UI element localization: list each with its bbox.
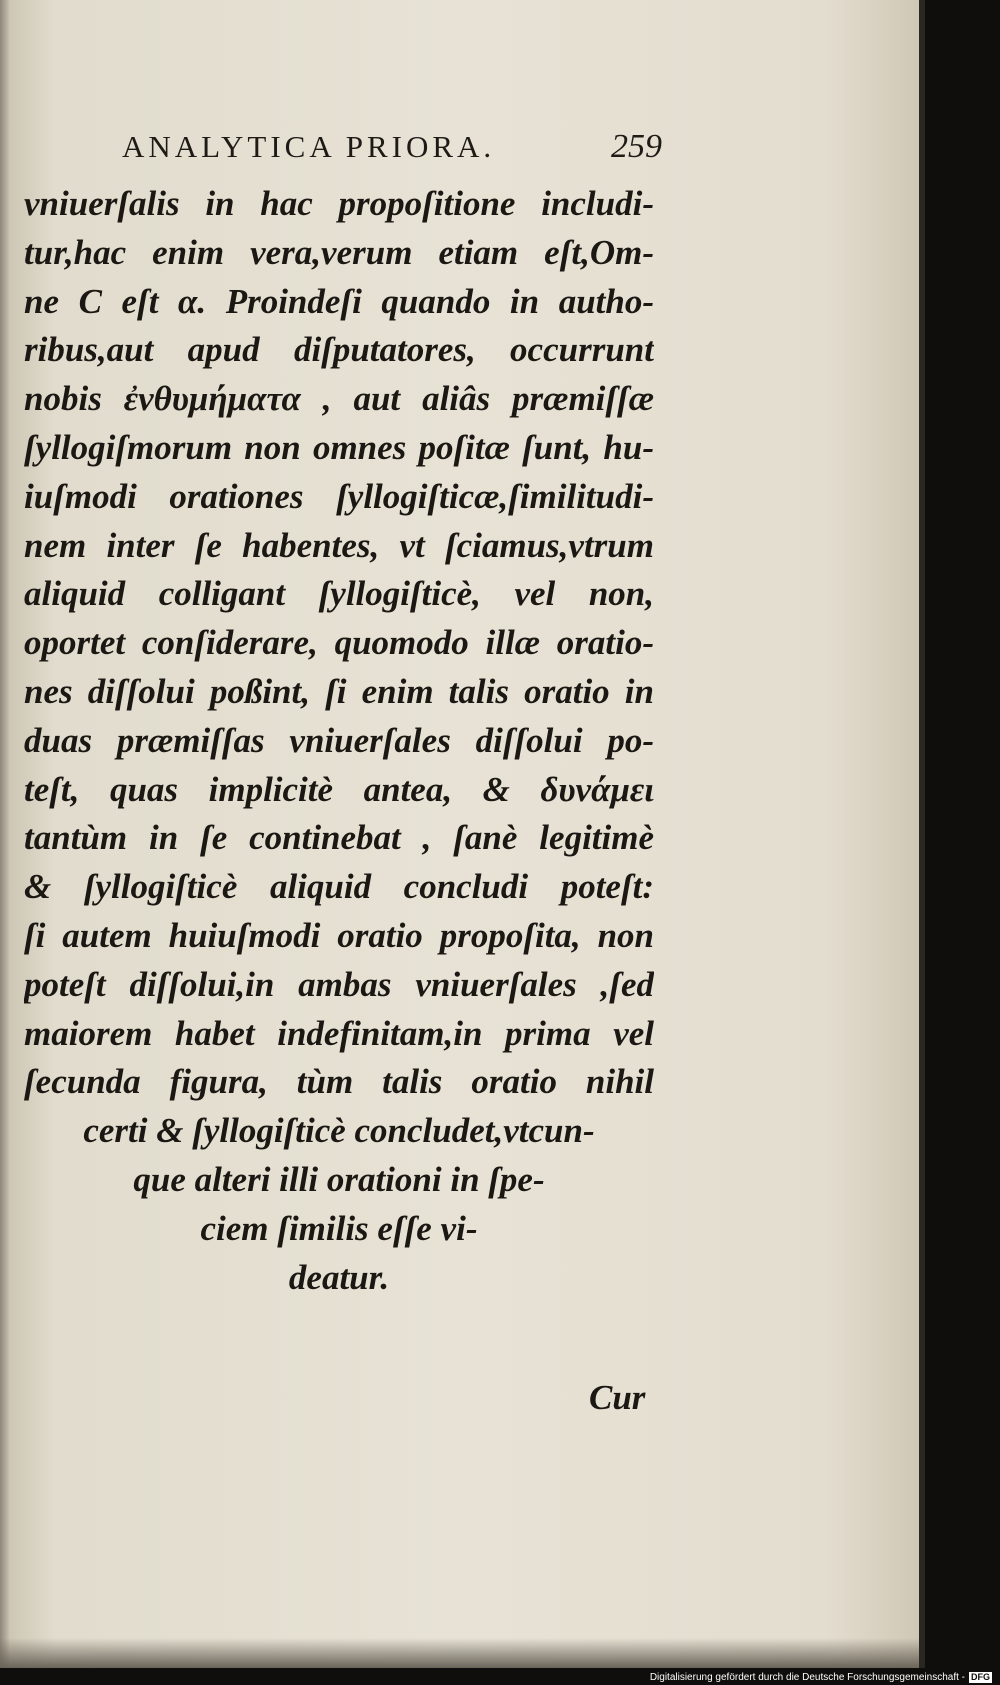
- page-number: 259: [611, 128, 662, 165]
- digitization-footer: [650, 1672, 992, 1683]
- text-line: nes diſſolui poßint, ſi enim talis oratio in: [24, 671, 654, 711]
- text-line: poteſt diſſolui,in ambas vniuerſales ,ſed: [24, 964, 654, 1004]
- text-line: iuſmodi orationes ſyllogiſticæ,ſimilitudi-: [24, 476, 654, 516]
- catchword: Cur: [589, 1378, 646, 1417]
- text-line: ribus,aut apud diſputatores, occurrunt: [24, 330, 654, 370]
- text-line: certi & ſyllogiſticè concludet,vtcun-: [83, 1111, 595, 1151]
- text-line: & ſyllogiſticè aliquid concludi poteſt:: [24, 867, 654, 907]
- dfg-logo: DFG: [971, 1672, 990, 1682]
- text-line: maiorem habet indefinitam,in prima vel: [24, 1013, 654, 1053]
- text-line: que alteri illi orationi in ſpe-: [133, 1159, 545, 1199]
- text-line: ſi autem huiuſmodi oratio propoſita, non: [24, 915, 654, 955]
- text-line: ſyllogiſmorum non omnes poſitæ ſunt, hu-: [24, 427, 654, 467]
- funding-credit: Digitalisierung gefördert durch die Deutsche Forschungsgemeinschaft -: [649, 1672, 965, 1683]
- text-line: ne C eſt α. Proindeſi quando in autho-: [24, 281, 654, 321]
- running-title: ANALYTICA PRIORA.: [122, 129, 496, 164]
- text-line: tantùm in ſe continebat , ſanè legitimè: [24, 818, 654, 858]
- page-header: [122, 128, 662, 166]
- text-line: vniuerſalis in hac propoſitione includi-: [24, 184, 654, 223]
- text-line: aliquid colligant ſyllogiſticè, vel non,: [24, 574, 654, 614]
- text-line: teſt, quas implicitè antea, & δυνάμει: [24, 769, 654, 809]
- body-text: [24, 180, 654, 1302]
- text-line: duas præmiſſas vniuerſales diſſolui po-: [24, 720, 654, 760]
- text-line: ciem ſimilis eſſe vi-: [200, 1208, 478, 1248]
- text-line: deatur.: [288, 1257, 390, 1297]
- text-line: nobis ἐνθυμήματα , aut aliâs præmiſſæ: [24, 379, 654, 419]
- text-line: oportet conſiderare, quomodo illæ oratio-: [24, 623, 654, 663]
- text-line: ſecunda figura, tùm talis oratio nihil: [24, 1062, 654, 1102]
- text-line: nem inter ſe habentes, vt ſciamus,vtrum: [24, 525, 654, 565]
- text-line: tur,hac enim vera,verum etiam eſt,Om-: [24, 232, 654, 272]
